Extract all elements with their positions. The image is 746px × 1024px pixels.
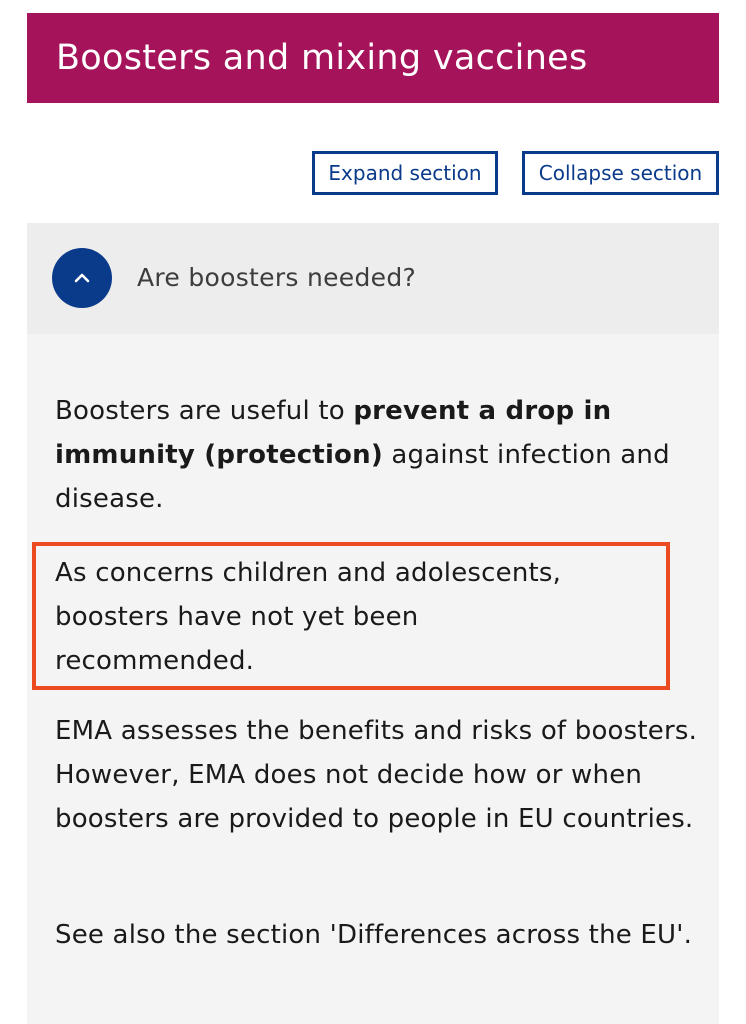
children-adolescents-paragraph: As concerns children and adolescents, boosters have not yet been recommended. — [55, 558, 562, 676]
para1-text-before: Boosters are useful to — [55, 396, 354, 426]
accordion-toggle-button[interactable] — [52, 248, 112, 308]
see-also-paragraph: See also the section 'Differences across the EU'. — [55, 920, 693, 950]
chevron-up-icon — [73, 272, 91, 284]
para1-text-after: against infection and disease. — [55, 440, 670, 514]
collapse-section-button[interactable]: Collapse section — [522, 151, 719, 195]
section-banner — [27, 13, 719, 103]
section-title: Boosters and mixing vaccines — [56, 38, 588, 78]
accordion-question: Are boosters needed? — [137, 263, 417, 292]
ema-role-paragraph: EMA assesses the benefits and risks of boosters. However, EMA does not decide how or when boosters are provided to people in EU countries. — [55, 716, 698, 834]
accordion-item — [27, 223, 719, 1024]
expand-section-button[interactable]: Expand section — [312, 151, 498, 195]
boosters-purpose-paragraph — [55, 389, 695, 521]
accordion-header[interactable] — [27, 223, 719, 334]
para1-bold-text: prevent a drop in immunity (protection) — [55, 396, 612, 470]
